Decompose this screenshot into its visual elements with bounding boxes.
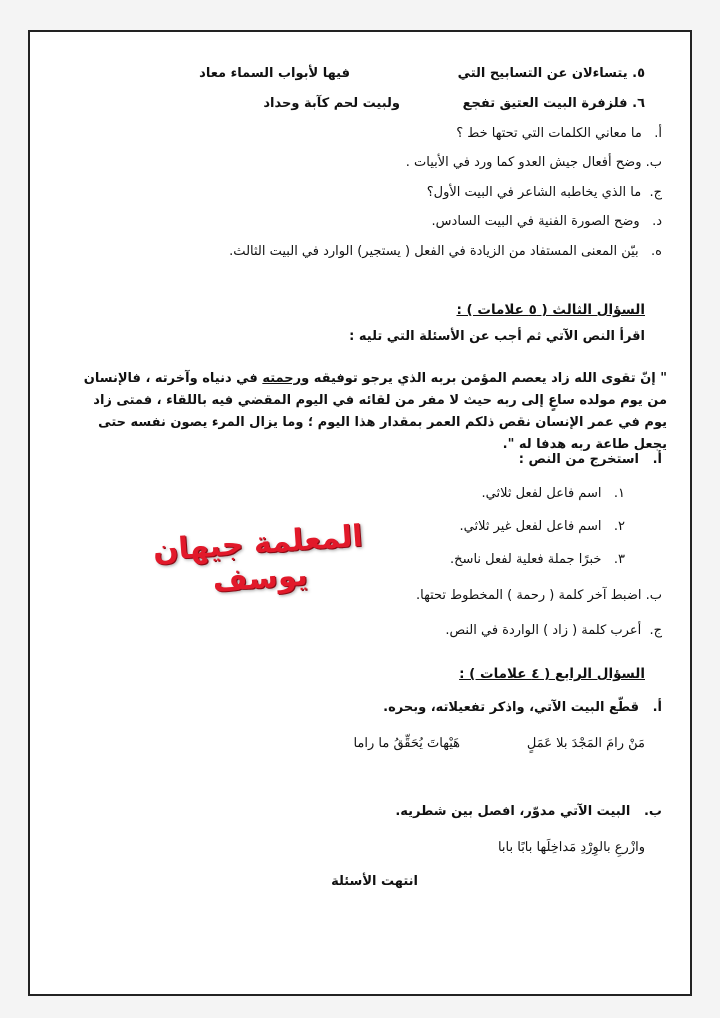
underlined-word: رحمته xyxy=(262,371,302,386)
end-of-questions: انتهت الأسئلة xyxy=(331,874,418,889)
extract-item-3: ٣. خبرًا جملة فعلية لفعل ناسخ. xyxy=(450,552,625,567)
verse-6: ٦. فلزفرة البيت العتيق تفجع xyxy=(462,96,645,111)
q2-item-a: أ. ما معاني الكلمات التي تحتها خط ؟ xyxy=(456,126,662,141)
q3-part-b: ب. اضبط آخر كلمة ( رحمة ) المخطوط تحتها. xyxy=(416,588,662,603)
exam-page xyxy=(28,30,692,996)
q2-item-c: ج. ما الذي يخاطبه الشاعر في البيت الأول؟ xyxy=(426,185,662,200)
extract-item-1: ١. اسم فاعل لفعل ثلاثي. xyxy=(481,486,625,501)
verse-5: ٥. يتساءلان عن التسابيح التي xyxy=(457,66,645,81)
verse-a-second: هَيْهاتَ يُحَقِّقُ ما راما xyxy=(353,736,460,751)
teacher-watermark: المعلمة جيهان يوسف xyxy=(151,518,364,600)
q4-part-a: أ. قطّع البيت الآتي، واذكر تفعيلاته، وبحره. xyxy=(383,700,662,715)
q3-instruction: اقرأ النص الآتي ثم أجب عن الأسئلة التي تليه : xyxy=(349,329,645,344)
verse-b: وازْرعِ بالوِرْدِ مَداخِلَها بابًا بابا xyxy=(497,840,645,855)
extract-item-2: ٢. اسم فاعل لفعل غير ثلاثي. xyxy=(459,519,625,534)
q2-item-e: ه. بيّن المعنى المستفاد من الزيادة في الفعل ( يستجير) الوارد في البيت الثالث. xyxy=(229,244,662,259)
q3-part-a: أ. استخرج من النص : xyxy=(518,452,662,467)
q3-heading: السؤال الثالث ( ٥ علامات ) : xyxy=(456,302,645,318)
q4-part-b: ب. البيت الآتي مدوّر، افصل بين شطريه. xyxy=(395,804,662,819)
q3-passage: " إنّ تقوى الله زاد يعصم المؤمن بربه الذي يرجو توفيقه ورحمته في دنياه وآخرته ، فالإنسان من يوم مولده ساعٍ إلى ربه حيث لا مفر من لقائه في اليوم المقضي فيه باللقاء ، فمتى زاد يوم في عمر الإنسان نقص ذلكم العمر بمقدار هذا اليوم ؛ وما يزال المرء يصون نفسه حتى يجعل طاعة ربه هدفا له ". xyxy=(83,371,667,452)
q2-item-d: د. وضح الصورة الفنية في البيت السادس. xyxy=(431,214,662,229)
verse-5-second: فيها لأبواب السماء معاد xyxy=(199,66,350,81)
q4-heading: السؤال الرابع ( ٤ علامات ) : xyxy=(459,666,645,682)
verse-6-second: ولبيت لحم كآبة وحداد xyxy=(263,96,400,111)
q2-item-b: ب. وضح أفعال جيش العدو كما ورد في الأبيات . xyxy=(405,155,662,170)
q3-part-c: ج. أعرب كلمة ( زاد ) الواردة في النص. xyxy=(445,623,662,638)
verse-a-first: مَنْ رامَ المَجْدَ بلا عَمَلٍ xyxy=(526,736,645,751)
